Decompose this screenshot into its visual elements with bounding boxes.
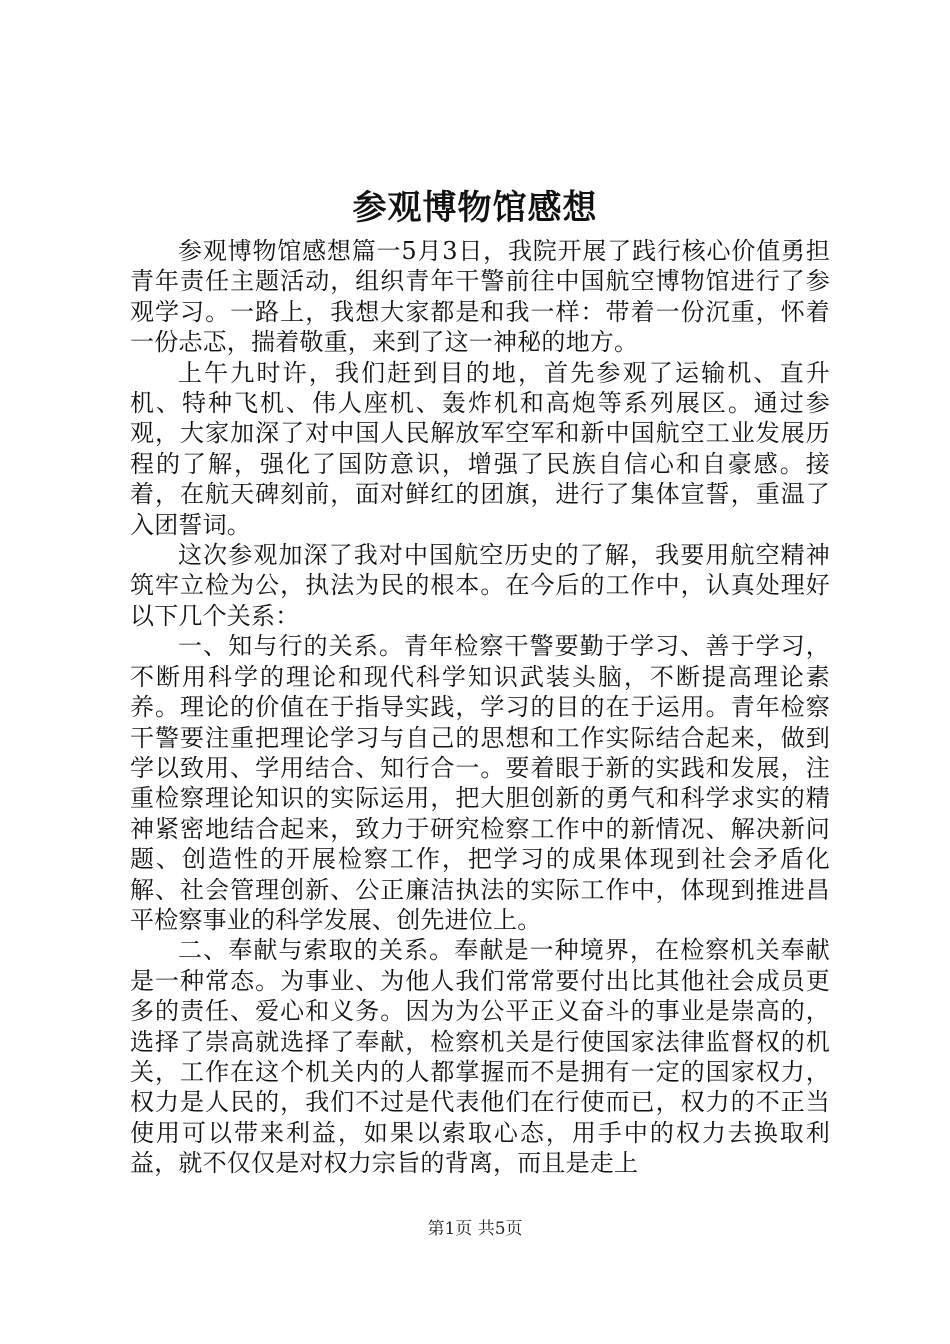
paragraph-5: 二、奉献与索取的关系。奉献是一种境界，在检察机关奉献是一种常态。为事业、为他人我们常常要付出比其他社会成员更多的责任、爱心和义务。因为为公平正义奋斗的事业是崇高的，选择了崇高就选择了奉献，检察机关是行使国家法律监督权的机关，工作在这个机关内的人都掌握而不是拥有一定的国家权力，权力是人民的，我们不过是代表他们在行使而已，权力的不正当使用可以带来利益，如果以索取心态，用手中的权力去换取利益，就不仅仅是对权力宗旨的背离，而且是走上: [130, 936, 830, 1178]
page-number-footer: 第1页 共5页: [427, 1219, 523, 1239]
document-body: [130, 236, 830, 1179]
paragraph-2: 上午九时许，我们赶到目的地，首先参观了运输机、直升机、特种飞机、伟人座机、轰炸机和高炮等系列展区。通过参观，大家加深了对中国人民解放军空军和新中国航空工业发展历程的了解，强化了国防意识，增强了民族自信心和自豪感。接着，在航天碑刻前，面对鲜红的团旗，进行了集体宣誓，重温了入团誓词。: [130, 358, 830, 539]
paragraph-4: 一、知与行的关系。青年检察干警要勤于学习、善于学习，不断用科学的理论和现代科学知识武装头脑，不断提高理论素养。理论的价值在于指导实践，学习的目的在于运用。青年检察干警要注重把理论学习与自己的思想和工作实际结合起来，做到学以致用、学用结合、知行合一。要着眼于新的实践和发展，注重检察理论知识的实际运用，把大胆创新的勇气和科学求实的精神紧密地结合起来，致力于研究检察工作中的新情况、解决新问题、创造性的开展检察工作，把学习的成果体现到社会矛盾化解、社会管理创新、公正廉洁执法的实际工作中，体现到推进昌平检察事业的科学发展、创先进位上。: [130, 632, 830, 934]
paragraph-1: 参观博物馆感想篇一5月3日，我院开展了践行核心价值勇担青年责任主题活动，组织青年干警前往中国航空博物馆进行了参观学习。一路上，我想大家都是和我一样：带着一份沉重，怀着一份忐忑，揣着敬重，来到了这一神秘的地方。: [130, 237, 830, 357]
document-title: 参观博物馆感想: [352, 188, 598, 228]
paragraph-3: 这次参观加深了我对中国航空历史的了解，我要用航空精神筑牢立检为公，执法为民的根本。在今后的工作中，认真处理好以下几个关系：: [130, 541, 830, 630]
